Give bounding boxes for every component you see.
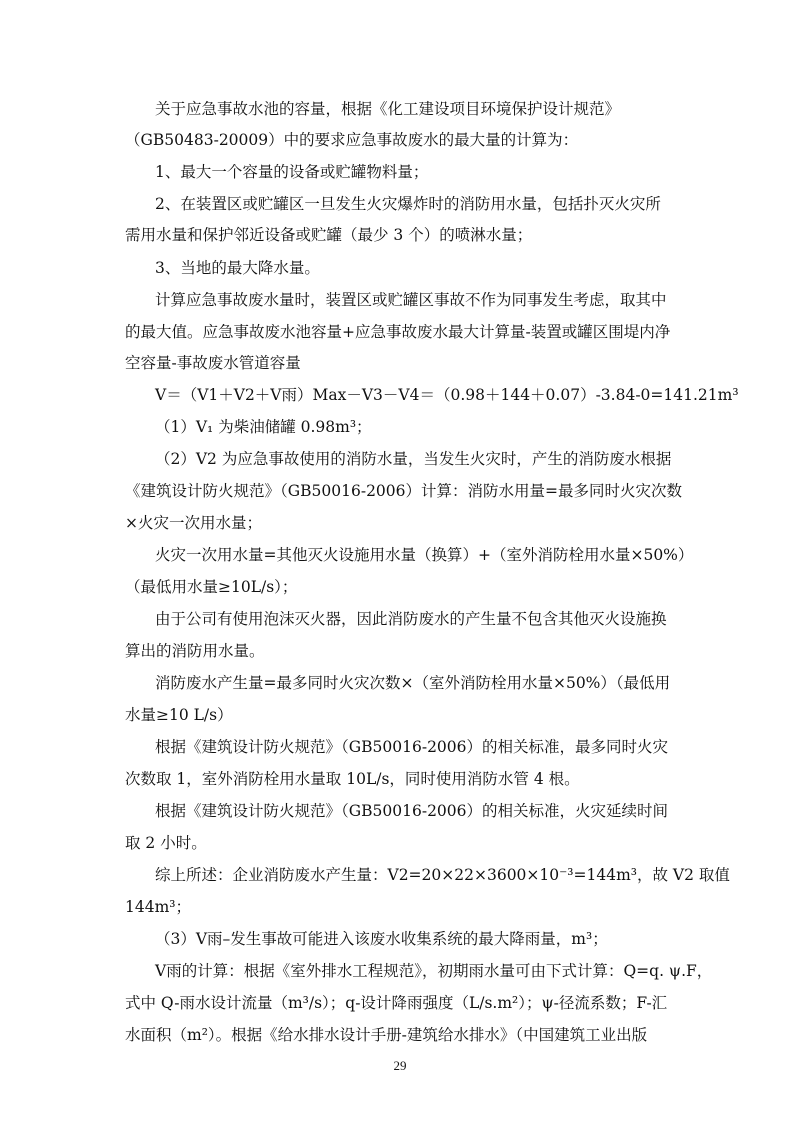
text-line: V雨的计算：根据《室外排水工程规范》，初期雨水量可由下式计算：Q=q. ψ.F， [155,962,713,980]
text-line: （2）V2 为应急事故使用的消防水量，当发生火灾时，产生的消防废水根据 [155,450,672,468]
text-line: （GB50483-20009）中的要求应急事故废水的最大量的计算为： [125,131,579,149]
text-line: 综上所述：企业消防废水产生量：V2=20×22×3600×10⁻³=144m³，故 V2 取值 [155,866,730,884]
text-line: 的最大值。应急事故废水池容量+应急事故废水最大计算量-装置或罐区围堤内净 [125,323,671,341]
page-number: 29 [393,1058,407,1073]
text-line: 由于公司有使用泡沫灭火器，因此消防废水的产生量不包含其他灭火设施换 [155,610,667,628]
text-line: 次数取 1，室外消防栓用水量取 10L/s，同时使用消防水管 4 根。 [125,770,580,788]
text-line: 水量≥10 L/s） [125,706,233,724]
text-line: 消防废水产生量=最多同时火灾次数×（室外消防栓用水量×50%）（最低用 [155,674,671,692]
text-line: 取 2 小时。 [125,834,207,852]
text-line: 1、最大一个容量的设备或贮罐物料量； [155,163,429,181]
text-line: （1）V₁ 为柴油储罐 0.98m³； [155,418,372,436]
text-line: 根据《建筑设计防火规范》（GB50016-2006）的相关标准，最多同时火灾 [155,738,669,756]
text-line: 需用水量和保护邻近设备或贮罐（最少 3 个）的喷淋水量； [125,226,533,244]
text-line: 《建筑设计防火规范》（GB50016-2006）计算：消防水用量=最多同时火灾次数 [125,482,683,500]
text-line: 关于应急事故水池的容量，根据《化工建设项目环境保护设计规范》 [155,100,621,118]
text-line: （最低用水量≥10L/s）； [125,578,298,596]
text-line: 根据《建筑设计防火规范》（GB50016-2006）的相关标准，火灾延续时间 [155,802,669,820]
text-line: 计算应急事故废水量时，装置区或贮罐区事故不作为同事发生考虑，取其中 [155,291,667,309]
formula-line: V＝（V1＋V2＋V雨）Max－V3－V4＝（0.98＋144＋0.07）-3.84-0=141.21m³ [155,386,739,404]
text-line: 3、当地的最大降水量。 [155,259,320,277]
text-line: 2、在装置区或贮罐区一旦发生火灾爆炸时的消防用水量，包括扑灭火灾所 [155,195,661,213]
text-line: 火灾一次用水量=其他灭火设施用水量（换算）+（室外消防栓用水量×50%） [155,546,694,564]
text-line: （3）V雨–发生事故可能进入该废水收集系统的最大降雨量，m³； [155,930,608,948]
text-line: 式中 Q-雨水设计流量（m³/s）；q-设计降雨强度（L/s.m²）；ψ-径流系数；F-汇 [125,994,668,1012]
text-line: ×火灾一次用水量； [125,514,262,532]
text-line: 水面积（m²）。根据《给水排水设计手册-建筑给水排水》（中国建筑工业出版 [125,1026,648,1044]
text-line: 144m³； [125,898,191,916]
text-line: 空容量-事故废水管道容量 [125,354,301,372]
text-line: 算出的消防用水量。 [125,642,265,660]
